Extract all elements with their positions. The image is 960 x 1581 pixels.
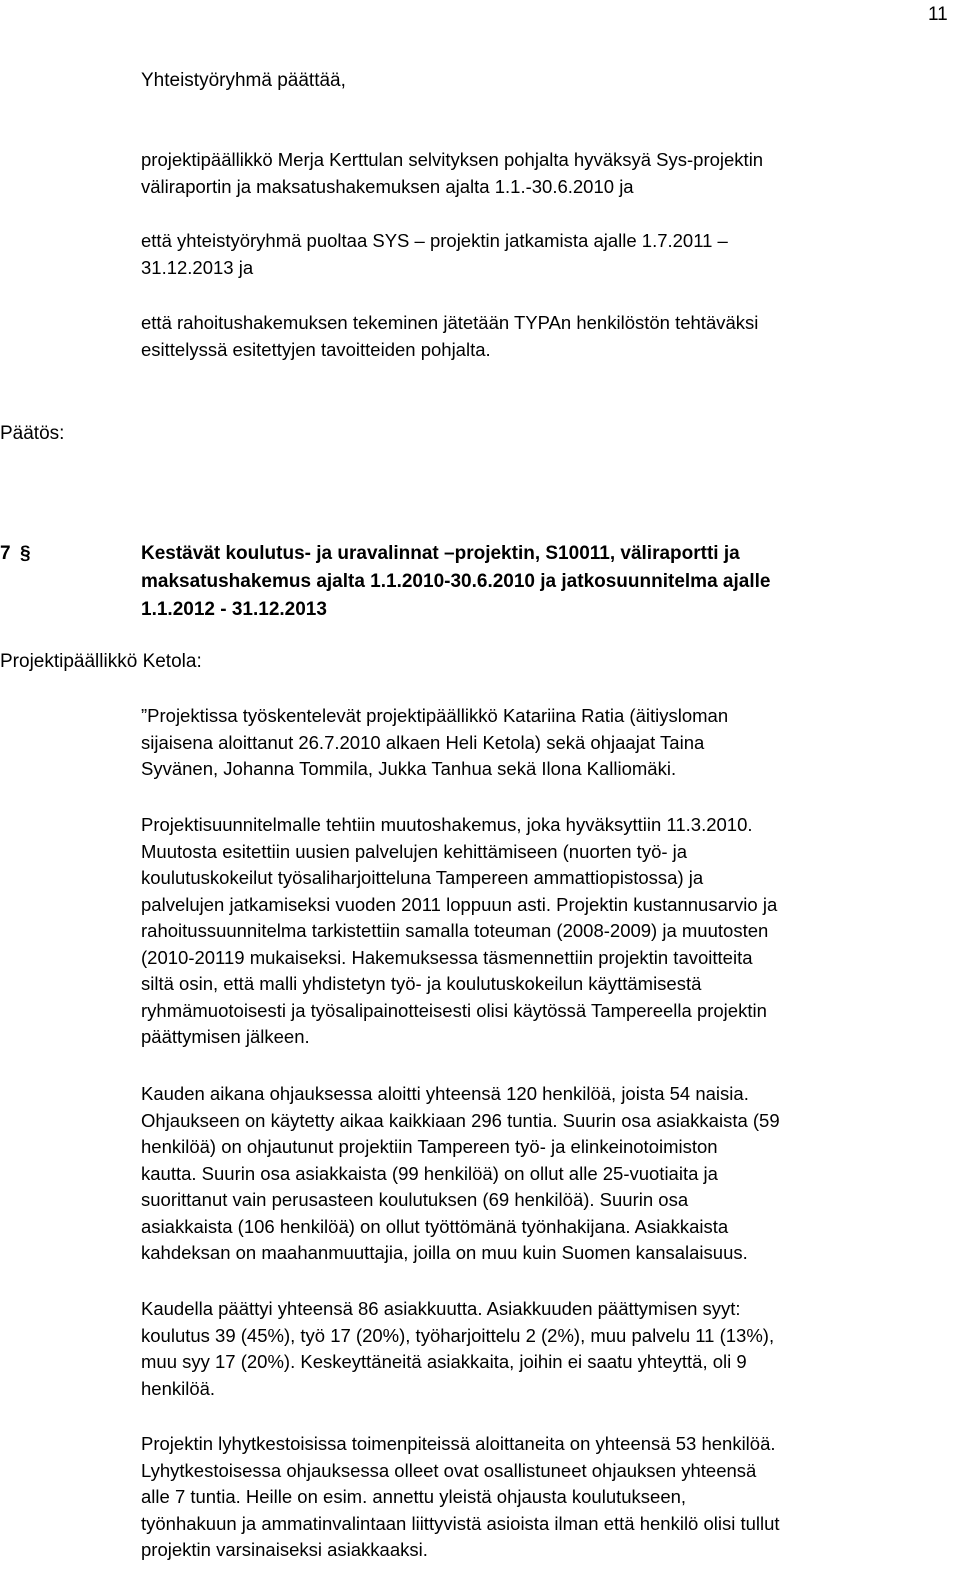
text-line: Projektisuunnitelmalle tehtiin muutoshakemus, joka hyväksyttiin 11.3.2010.: [141, 814, 753, 835]
text-line: koulutus 39 (45%), työ 17 (20%), työharjoittelu 2 (2%), muu palvelu 11 (13%),: [141, 1324, 775, 1346]
text-line: henkilöä.: [141, 1377, 216, 1399]
section-sign: §: [20, 543, 31, 564]
text-line: alle 7 tuntia. Heille on esim. annettu yleistä ohjausta koulutukseen,: [141, 1486, 687, 1507]
body-paragraph: [141, 1431, 956, 1564]
text-line: sijaisena aloittanut 26.7.2010 alkaen Heli Ketola) sekä ohjaajat Taina: [141, 731, 705, 753]
text-line: suorittanut vain perusasteen koulutuksen (69 henkilöä). Suurin osa: [141, 1189, 689, 1210]
text-line: asiakkaista (106 henkilöä) on ollut työttömänä työnhakijana. Asiakkaista: [141, 1215, 729, 1237]
section-title: [141, 540, 941, 624]
text-line: Projektin lyhytkestoisissa toimenpiteissä aloittaneita on yhteensä 53 henkilöä.: [141, 1433, 776, 1454]
text-line: ”Projektissa työskentelevät projektipäällikkö Katariina Ratia (äitiysloman: [141, 705, 729, 726]
text-line: Ohjaukseen on käytetty aikaa kaikkiaan 296 tuntia. Suurin osa asiakkaista (59: [141, 1109, 780, 1131]
text-line: väliraportin ja maksatushakemuksen ajalta 1.1.-30.6.2010 ja: [141, 175, 634, 197]
text-line: esittelyssä esitettyjen tavoitteiden pohjalta.: [141, 338, 491, 360]
text-line: Syvänen, Johanna Tommila, Jukka Tanhua sekä Ilona Kalliomäki.: [141, 758, 677, 779]
body-paragraph: [141, 1081, 956, 1267]
body-paragraph: [141, 703, 956, 783]
text-line: Kaudella päättyi yhteensä 86 asiakkuutta. Asiakkuuden päättymisen syyt:: [141, 1298, 741, 1319]
text-line: päättymisen jälkeen.: [141, 1026, 310, 1047]
section-title-line: maksatushakemus ajalta 1.1.2010-30.6.2010 ja jatkosuunnitelma ajalle: [141, 571, 771, 592]
text-line: koulutuskokeilut työsaliharjoitteluna Tampereen ammattiopistossa) ja: [141, 867, 704, 888]
decision-paragraph: [141, 228, 956, 281]
text-line: (2010-20119 mukaiseksi. Hakemuksessa täsmennettiin projektin tavoitteita: [141, 946, 753, 968]
text-line: projektipäällikkö Merja Kerttulan selvityksen pohjalta hyväksyä Sys-projektin: [141, 149, 764, 170]
text-line: 31.12.2013 ja: [141, 256, 254, 278]
page-number: 11: [928, 4, 948, 25]
text-line: Lyhytkestoisessa ohjauksessa olleet ovat osallistuneet ohjauksen yhteensä: [141, 1459, 757, 1481]
intro-text: Yhteistyöryhmä päättää,: [141, 70, 346, 91]
text-line: henkilöä) on ohjautunut projektiin Tampereen työ- ja elinkeinotoimiston: [141, 1136, 718, 1157]
text-line: kahdeksan on maahanmuuttajia, joilla on muu kuin Suomen kansalaisuus.: [141, 1242, 748, 1263]
text-line: että yhteistyöryhmä puoltaa SYS – projektin jatkamista ajalle 1.7.2011 –: [141, 230, 728, 251]
decision-paragraph: [141, 310, 956, 363]
body-paragraph: [141, 812, 956, 1051]
paatos-label: Päätös:: [0, 423, 65, 444]
presenter-label: Projektipäällikkö Ketola:: [0, 651, 202, 672]
body-paragraph: [141, 1296, 956, 1402]
text-line: ryhmämuotoisesti ja työsalipainotteisesti olisi käytössä Tampereella projektin: [141, 999, 767, 1021]
text-line: palvelujen jatkamiseksi vuoden 2011 loppuun asti. Projektin kustannusarvio ja: [141, 893, 778, 915]
text-line: Muutosta esitettiin uusien palvelujen kehittämiseen (nuorten työ- ja: [141, 840, 688, 862]
text-line: muu syy 17 (20%). Keskeyttäneitä asiakkaita, joihin ei saatu yhteyttä, oli 9: [141, 1351, 747, 1372]
section-number: 7: [0, 543, 11, 564]
text-line: työnhakuun ja ammatinvalintaan liittyvistä asioista ilman että henkilö olisi tullut: [141, 1512, 780, 1534]
section-title-line: Kestävät koulutus- ja uravalinnat –projektin, S10011, väliraportti ja: [141, 543, 740, 564]
text-line: siltä osin, että malli yhdistetyn työ- ja koulutuskokeilun käyttämisestä: [141, 973, 702, 994]
decision-paragraph: [141, 147, 956, 200]
text-line: kautta. Suurin osa asiakkaista (99 henkilöä) on ollut alle 25-vuotiaita ja: [141, 1162, 718, 1184]
text-line: projektin varsinaiseksi asiakkaaksi.: [141, 1539, 428, 1560]
section-title-line: 1.1.2012 - 31.12.2013: [141, 599, 327, 620]
text-line: että rahoitushakemuksen tekeminen jätetään TYPAn henkilöstön tehtäväksi: [141, 312, 759, 333]
text-line: Kauden aikana ohjauksessa aloitti yhteensä 120 henkilöä, joista 54 naisia.: [141, 1083, 749, 1104]
text-line: rahoitussuunnitelma tarkistettiin samalla toteuman (2008-2009) ja muutosten: [141, 920, 769, 941]
